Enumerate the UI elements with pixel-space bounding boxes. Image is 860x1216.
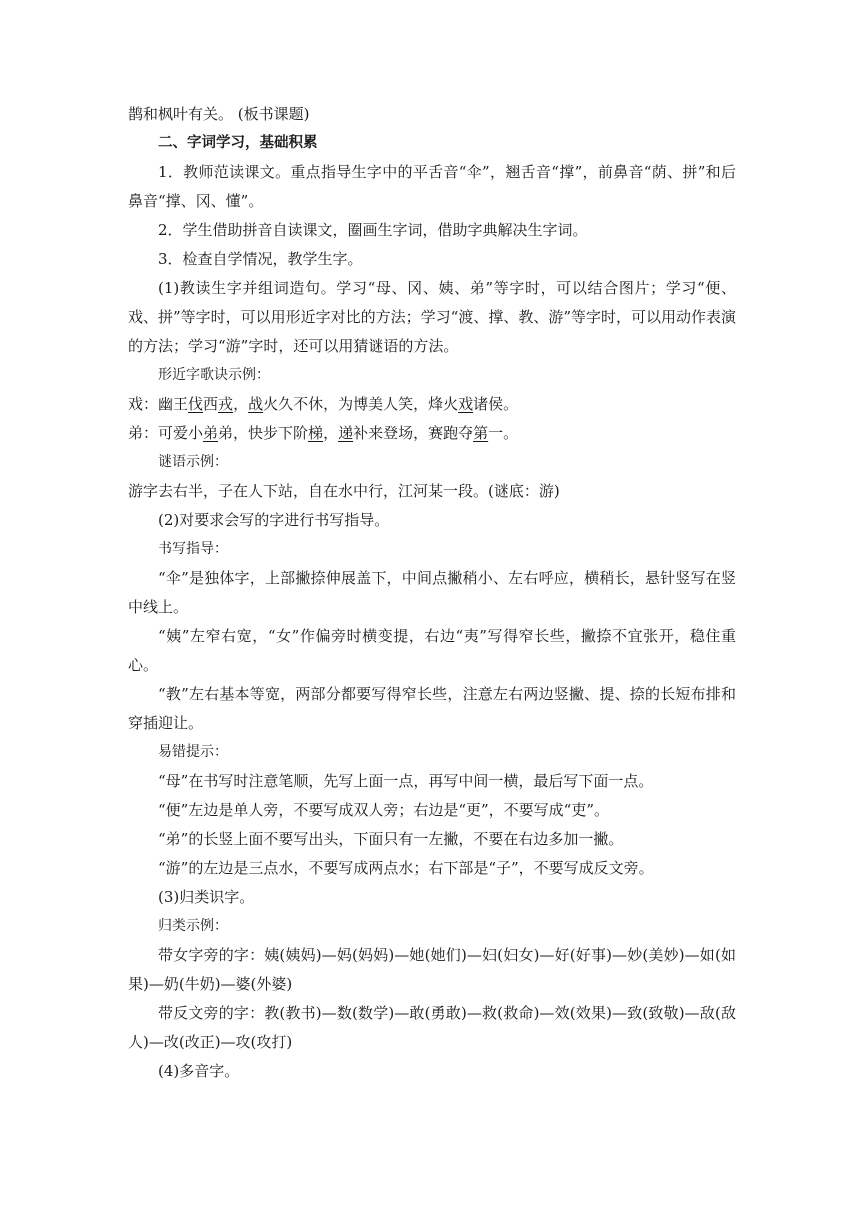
label-similar-chars: 形近字歌诀示例： — [158, 367, 270, 383]
label-category: 归类示例： — [158, 918, 228, 934]
label-riddle: 谜语示例： — [158, 454, 228, 470]
error-tip-bian: “便”左边是单人旁，不要写成双人旁；右边是“更”，不要写成“吏”。 — [158, 801, 610, 819]
paragraph-step-1: 1．教师范读课文。重点指导生字中的平舌音“伞”，翘舌音“撑”，前鼻音“荫、拼”和后鼻音“撑、冈、懂”。 — [128, 163, 736, 210]
label-error-tips: 易错提示： — [158, 744, 228, 760]
error-tip-di: “弟”的长竖上面不要写出头，下面只有一左撇，不要在右边多加一撇。 — [158, 830, 624, 848]
writing-guide-yi: “姨”左窄右宽，“女”作偏旁时横变提，右边“夷”写得窄长些，撇捺不宜张开，稳住重心。 — [128, 627, 736, 674]
label-writing-guide: 书写指导： — [158, 541, 228, 557]
paragraph-intro-end: 鹊和枫叶有关。 (板书课题) — [128, 105, 310, 123]
paragraph-sub-3: (3)归类识字。 — [158, 888, 255, 906]
category-fanwen-radical: 带反文旁的字：教(教书)—数(数学)—敢(勇敢)—救(救命)—效(效果)—致(致敬)—敌(敌人)—改(改正)—攻(攻打) — [128, 1004, 736, 1051]
error-tip-you: “游”的左边是三点水，不要写成两点水；右下部是“子”，不要写成反文旁。 — [158, 859, 654, 877]
paragraph-sub-4: (4)多音字。 — [158, 1062, 240, 1080]
paragraph-sub-1: (1)教读生字并组词造句。学习“母、冈、姨、弟”等字时，可以结合图片；学习“便、戏、拼”等字时，可以用形近字对比的方法；学习“渡、撑、教、游”等字时，可以用动作表演的方法；学习“游”字时，还可以用猜谜语的方法。 — [128, 279, 737, 355]
paragraph-step-2: 2．学生借助拼音自读课文，圈画生字词，借助字典解决生字词。 — [158, 221, 588, 239]
rhyme-di: 弟：可爱小弟弟，快步下阶梯，递补来登场，赛跑夺第一。 — [128, 424, 519, 442]
document-body — [128, 100, 736, 1086]
writing-guide-jiao: “教”左右基本等宽，两部分都要写得窄长些，注意左右两边竖撇、提、捺的长短布排和穿插迎让。 — [128, 685, 736, 732]
riddle-text: 游字去右半，子在人下站，自在水中行，江河某一段。(谜底：游) — [128, 482, 560, 500]
section-heading: 二、字词学习，基础积累 — [158, 135, 318, 151]
rhyme-xi: 戏：幽王伐西戎，战火久不休，为博美人笑，烽火戏诸侯。 — [128, 395, 519, 413]
paragraph-step-3: 3．检查自学情况，教学生字。 — [158, 250, 363, 268]
category-nv-radical: 带女字旁的字：姨(姨妈)—妈(妈妈)—她(她们)—妇(妇女)—好(好事)—妙(美妙)—如(如果)—奶(牛奶)—婆(外婆) — [128, 946, 736, 993]
paragraph-sub-2: (2)对要求会写的字进行书写指导。 — [158, 511, 390, 529]
error-tip-mu: “母”在书写时注意笔顺，先写上面一点，再写中间一横，最后写下面一点。 — [158, 772, 654, 790]
writing-guide-san: “伞”是独体字，上部撇捺伸展盖下，中间点撇稍小、左右呼应，横稍长，悬针竖写在竖中线上。 — [128, 569, 736, 616]
